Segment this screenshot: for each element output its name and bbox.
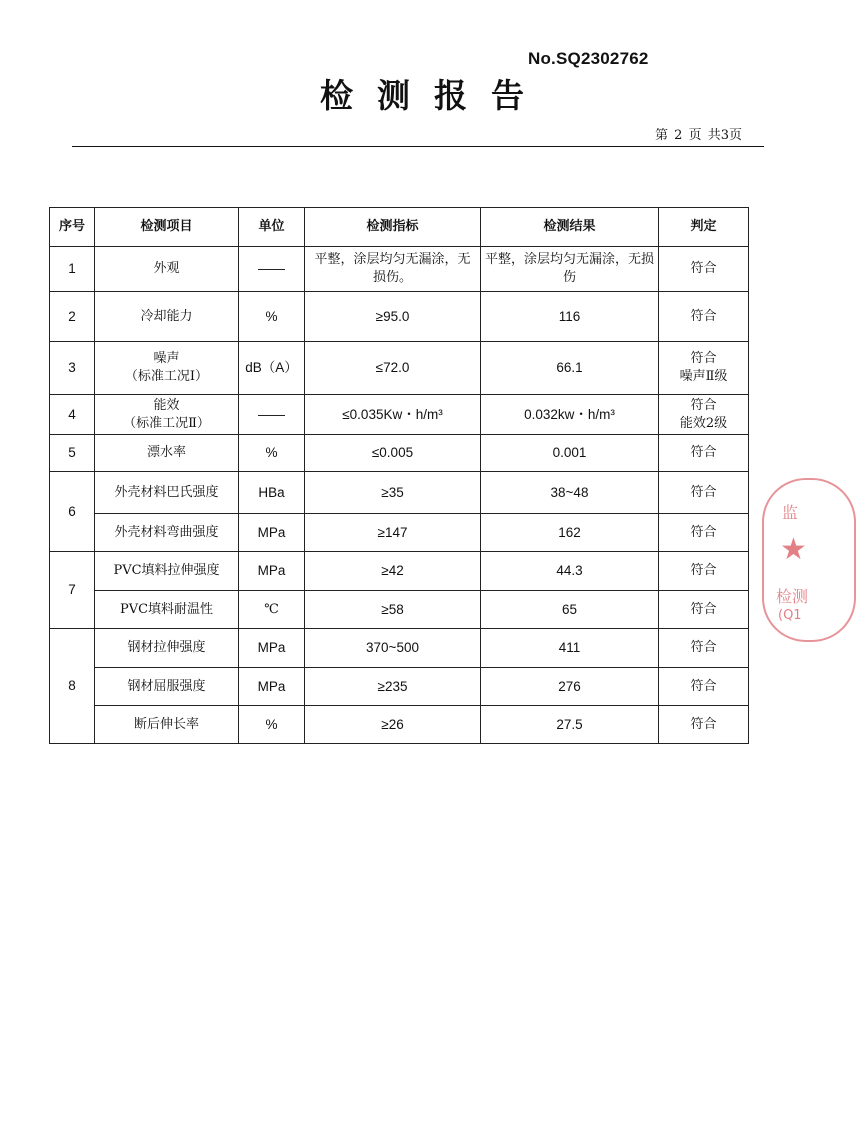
verdict-cell: 符合: [659, 472, 749, 514]
test-item: 外壳材料弯曲强度: [95, 514, 239, 552]
spec-cell: ≤0.005: [305, 435, 481, 472]
unit-cell: MPa: [239, 629, 305, 668]
star-icon: ★: [780, 532, 807, 567]
spec-cell: ≥35: [305, 472, 481, 514]
unit-cell: ——: [239, 395, 305, 435]
table-row: [50, 514, 749, 552]
result-cell: 平整，涂层均匀无漏涂，无损伤: [481, 247, 659, 292]
unit-cell: %: [239, 435, 305, 472]
header-divider: [72, 146, 764, 147]
table-row: [50, 435, 749, 472]
stamp-text-top: 监: [782, 503, 799, 522]
table-row: [50, 342, 749, 395]
unit-cell: MPa: [239, 668, 305, 706]
result-cell: 411: [481, 629, 659, 668]
table-row: [50, 591, 749, 629]
spec-cell: ≥26: [305, 706, 481, 744]
verdict-text: 符合: [690, 351, 717, 366]
verdict-cell: [659, 395, 749, 435]
verdict-cell: 符合: [659, 552, 749, 591]
results-table: [49, 207, 749, 744]
unit-cell: ——: [239, 247, 305, 292]
unit-cell: MPa: [239, 552, 305, 591]
column-header-verdict: 判定: [659, 208, 749, 247]
test-item: 断后伸长率: [95, 706, 239, 744]
verdict-cell: 符合: [659, 591, 749, 629]
spec-cell: ≥235: [305, 668, 481, 706]
verdict-cell: 符合: [659, 629, 749, 668]
column-header-item: 检测项目: [95, 208, 239, 247]
row-number: 3: [50, 342, 95, 395]
result-cell: 0.001: [481, 435, 659, 472]
unit-cell: dB（A）: [239, 342, 305, 395]
row-number: 4: [50, 395, 95, 435]
unit-cell: MPa: [239, 514, 305, 552]
unit-cell: %: [239, 292, 305, 342]
result-cell: 0.032kw・h/m³: [481, 395, 659, 435]
test-item-condition: （标准工况Ⅰ）: [124, 369, 209, 384]
report-title: 检测报告: [320, 76, 548, 115]
column-header-spec: 检测指标: [305, 208, 481, 247]
result-cell: 66.1: [481, 342, 659, 395]
red-seal-stamp: [762, 478, 856, 642]
table-row: [50, 472, 749, 514]
test-item: 外观: [95, 247, 239, 292]
unit-cell: %: [239, 706, 305, 744]
table-row: [50, 706, 749, 744]
verdict-cell: 符合: [659, 668, 749, 706]
row-number: 8: [50, 629, 95, 744]
test-item-condition: （标准工况Ⅱ）: [123, 415, 210, 431]
table-row: [50, 668, 749, 706]
table-row: [50, 395, 749, 435]
result-cell: 27.5: [481, 706, 659, 744]
spec-cell: ≤0.035Kw・h/m³: [305, 395, 481, 435]
verdict-cell: 符合: [659, 514, 749, 552]
spec-cell: ≥42: [305, 552, 481, 591]
verdict-grade: 能效2级: [679, 415, 728, 431]
report-number: No.SQ2302762: [528, 49, 649, 68]
result-cell: 116: [481, 292, 659, 342]
verdict-grade: 噪声Ⅱ级: [679, 369, 728, 384]
row-number: 6: [50, 472, 95, 552]
verdict-text: 符合: [690, 397, 717, 413]
row-number: 7: [50, 552, 95, 629]
test-item-name: 噪声: [153, 351, 180, 366]
spec-cell: ≥147: [305, 514, 481, 552]
test-item-name: 能效: [153, 397, 180, 413]
spec-cell: ≤72.0: [305, 342, 481, 395]
result-cell: 276: [481, 668, 659, 706]
verdict-cell: 符合: [659, 706, 749, 744]
column-header-result: 检测结果: [481, 208, 659, 247]
table-row: [50, 292, 749, 342]
test-item: 漂水率: [95, 435, 239, 472]
result-cell: 44.3: [481, 552, 659, 591]
table-row: [50, 552, 749, 591]
spec-cell: ≥95.0: [305, 292, 481, 342]
verdict-cell: 符合: [659, 247, 749, 292]
test-item: 外壳材料巴氏强度: [95, 472, 239, 514]
verdict-cell: 符合: [659, 292, 749, 342]
spec-cell: 370~500: [305, 629, 481, 668]
spec-cell: 平整，涂层均匀无漏涂，无损伤。: [305, 247, 481, 292]
test-item: 钢材屈服强度: [95, 668, 239, 706]
column-header-no: 序号: [50, 208, 95, 247]
table-header-row: [50, 208, 749, 247]
stamp-text-middle: 检测: [776, 587, 809, 606]
test-item: PVC填料拉伸强度: [95, 552, 239, 591]
test-item: [95, 342, 239, 395]
table-row: [50, 629, 749, 668]
test-item: PVC填料耐温性: [95, 591, 239, 629]
row-number: 2: [50, 292, 95, 342]
result-cell: 65: [481, 591, 659, 629]
column-header-unit: 单位: [239, 208, 305, 247]
verdict-cell: 符合: [659, 435, 749, 472]
test-item: [95, 395, 239, 435]
unit-cell: ℃: [239, 591, 305, 629]
stamp-text-bottom: (Q1: [778, 608, 802, 623]
unit-cell: HBa: [239, 472, 305, 514]
row-number: 5: [50, 435, 95, 472]
row-number: 1: [50, 247, 95, 292]
result-cell: 38~48: [481, 472, 659, 514]
table-row: [50, 247, 749, 292]
result-cell: 162: [481, 514, 659, 552]
test-item: 钢材拉伸强度: [95, 629, 239, 668]
page-number: 第 2 页 共3页: [655, 128, 742, 143]
verdict-cell: [659, 342, 749, 395]
test-item: 冷却能力: [95, 292, 239, 342]
spec-cell: ≥58: [305, 591, 481, 629]
